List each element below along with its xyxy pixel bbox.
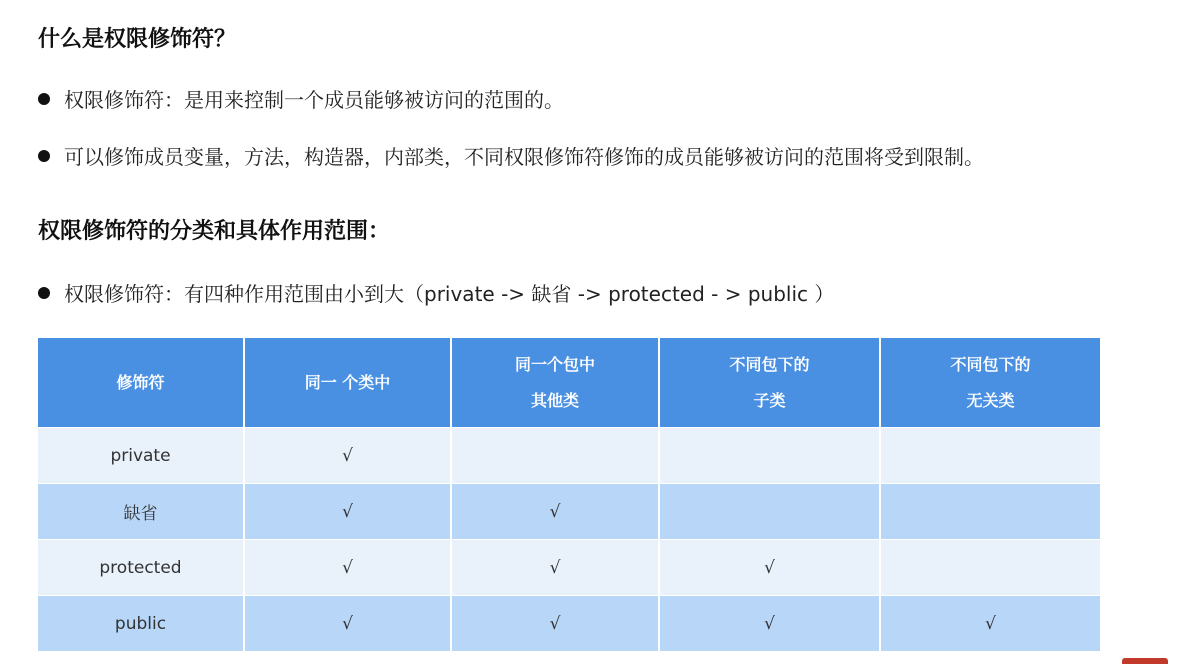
bullet-dot-icon bbox=[38, 287, 50, 299]
section-heading-categories: 权限修饰符的分类和具体作用范围： bbox=[38, 219, 391, 244]
header-subclass-other-package bbox=[659, 338, 880, 428]
table-header-row bbox=[38, 338, 1100, 428]
header-unrelated-other-package bbox=[880, 338, 1100, 428]
cell-check bbox=[880, 540, 1100, 596]
cell-check bbox=[880, 484, 1100, 540]
table-row bbox=[38, 540, 1100, 596]
table-row bbox=[38, 428, 1100, 484]
header-line: 不同包下的 bbox=[729, 354, 810, 374]
cell-check: √ bbox=[244, 428, 451, 484]
header-line: 子类 bbox=[753, 390, 786, 410]
bullet-usage bbox=[38, 141, 984, 170]
cell-modifier: public bbox=[38, 596, 244, 652]
cell-modifier: protected bbox=[38, 540, 244, 596]
header-line: 同一个包中 bbox=[514, 354, 595, 374]
cell-check bbox=[659, 484, 880, 540]
bullet-scope-order-text: 权限修饰符：有四种作用范围由小到大（private -> 缺省 -> protected - > public ） bbox=[64, 282, 835, 306]
cell-check: √ bbox=[659, 596, 880, 652]
access-modifier-table bbox=[38, 338, 1100, 651]
cell-check: √ bbox=[244, 596, 451, 652]
cell-check: √ bbox=[880, 596, 1100, 652]
cell-check: √ bbox=[451, 484, 659, 540]
bullet-usage-text: 可以修饰成员变量，方法，构造器，内部类，不同权限修饰符修饰的成员能够被访问的范围将受到限制。 bbox=[64, 145, 984, 169]
cell-check: √ bbox=[659, 540, 880, 596]
header-line: 不同包下的 bbox=[950, 354, 1031, 374]
cell-check: √ bbox=[244, 540, 451, 596]
cell-check: √ bbox=[451, 540, 659, 596]
header-modifier bbox=[38, 338, 244, 428]
bullet-definition-text: 权限修饰符：是用来控制一个成员能够被访问的范围的。 bbox=[64, 88, 564, 112]
header-same-class bbox=[244, 338, 451, 428]
table-row bbox=[38, 596, 1100, 652]
cell-check: √ bbox=[451, 596, 659, 652]
header-same-package bbox=[451, 338, 659, 428]
access-table bbox=[38, 338, 1100, 651]
cell-check: √ bbox=[244, 484, 451, 540]
header-line: 同一 个类中 bbox=[304, 372, 391, 392]
cell-check bbox=[451, 428, 659, 484]
header-line: 其他类 bbox=[530, 390, 579, 410]
corner-tab-decoration bbox=[1122, 658, 1168, 664]
bullet-dot-icon bbox=[38, 150, 50, 162]
cell-modifier: 缺省 bbox=[38, 484, 244, 540]
bullet-definition bbox=[38, 84, 564, 113]
cell-check bbox=[659, 428, 880, 484]
bullet-scope-order bbox=[38, 278, 834, 307]
header-line: 修饰符 bbox=[116, 372, 165, 392]
section-heading-what-is: 什么是权限修饰符？ bbox=[38, 27, 237, 52]
header-line: 无关类 bbox=[966, 390, 1015, 410]
bullet-dot-icon bbox=[38, 93, 50, 105]
table-row bbox=[38, 484, 1100, 540]
cell-check bbox=[880, 428, 1100, 484]
cell-modifier: private bbox=[38, 428, 244, 484]
